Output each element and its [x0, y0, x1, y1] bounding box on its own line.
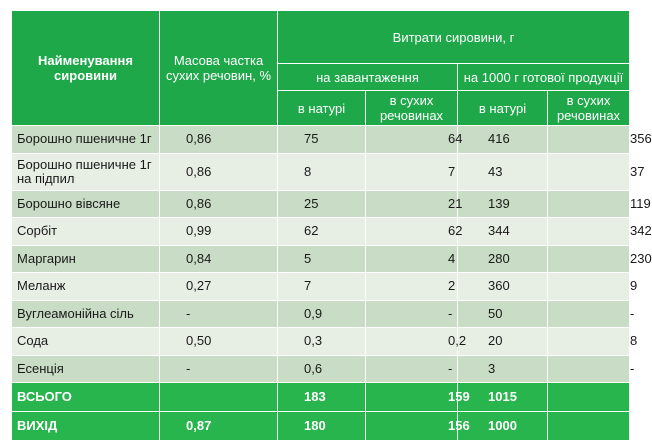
cell-dry-share: - — [160, 355, 278, 383]
cell-dry-share: 0,50 — [160, 328, 278, 356]
cell-dry-share: 0,27 — [160, 273, 278, 301]
header-loading: на завантаження — [278, 64, 458, 91]
cell-output-natural: 139 — [458, 190, 548, 218]
cell-load-natural: 25 — [278, 190, 366, 218]
cell-name: ВСЬОГО — [12, 383, 160, 412]
header-loading-dry: в сухих речовинах — [366, 91, 458, 126]
cell-output-natural: 50 — [458, 300, 548, 328]
cell-load-dry: 64 — [366, 126, 458, 154]
table-row — [12, 328, 630, 356]
cell-output-dry: 230 — [548, 245, 630, 273]
table-row — [12, 190, 630, 218]
total-row — [12, 383, 630, 412]
cell-load-natural: 180 — [278, 412, 366, 441]
cell-load-natural: 7 — [278, 273, 366, 301]
cell-load-dry: 156 — [366, 412, 458, 441]
cell-output-natural: 1000 — [458, 412, 548, 441]
cell-load-natural: 8 — [278, 153, 366, 190]
header-output-dry: в сухих речовинах — [548, 91, 630, 126]
cell-output-natural: 344 — [458, 218, 548, 246]
cell-load-natural: 0,9 — [278, 300, 366, 328]
raw-material-table — [11, 10, 652, 441]
cell-dry-share: 0,86 — [160, 190, 278, 218]
header-name: Найменування сировини — [12, 11, 160, 126]
cell-load-natural: 0,6 — [278, 355, 366, 383]
table-row — [12, 126, 630, 154]
cell-name: Сода — [12, 328, 160, 356]
cell-output-natural: 20 — [458, 328, 548, 356]
header-output-natural: в натурі — [458, 91, 548, 126]
cell-name: Борошно пшеничне 1г на підпил — [12, 153, 160, 190]
table-row — [12, 153, 630, 190]
cell-output-natural: 3 — [458, 355, 548, 383]
cell-output-dry: 356 — [548, 126, 630, 154]
cell-load-dry: - — [366, 355, 458, 383]
cell-load-natural: 183 — [278, 383, 366, 412]
cell-load-natural: 5 — [278, 245, 366, 273]
cell-output-dry: 37 — [548, 153, 630, 190]
cell-load-dry: 0,2 — [366, 328, 458, 356]
cell-output-natural: 280 — [458, 245, 548, 273]
cell-output-dry: - — [548, 355, 630, 383]
cell-load-dry: 62 — [366, 218, 458, 246]
cell-dry-share: 0,99 — [160, 218, 278, 246]
cell-load-dry: 159 — [366, 383, 458, 412]
table-row — [12, 355, 630, 383]
cell-name: Есенція — [12, 355, 160, 383]
table-row — [12, 218, 630, 246]
cell-output-natural: 360 — [458, 273, 548, 301]
cell-output-natural: 1015 — [458, 383, 548, 412]
cell-load-natural: 0,3 — [278, 328, 366, 356]
cell-name: Меланж — [12, 273, 160, 301]
cell-output-dry: - — [548, 300, 630, 328]
cell-load-dry: 4 — [366, 245, 458, 273]
cell-output-dry: 887 — [548, 383, 630, 412]
cell-dry-share: - — [160, 300, 278, 328]
output-row — [12, 412, 630, 441]
cell-load-natural: 62 — [278, 218, 366, 246]
cell-dry-share: 0,84 — [160, 245, 278, 273]
header-consumption: Витрати сировини, г — [278, 11, 630, 64]
header-dry-share: Масова частка сухих речовин, % — [160, 11, 278, 126]
cell-name: Борошно пшеничне 1г — [12, 126, 160, 154]
cell-load-dry: 21 — [366, 190, 458, 218]
cell-output-natural: 416 — [458, 126, 548, 154]
cell-name: Сорбіт — [12, 218, 160, 246]
cell-dry-share: 0,86 — [160, 126, 278, 154]
cell-output-dry: 9 — [548, 273, 630, 301]
cell-name: ВИХІД — [12, 412, 160, 441]
cell-output-natural: 43 — [458, 153, 548, 190]
cell-name: Вуглеамонійна сіль — [12, 300, 160, 328]
table-row — [12, 300, 630, 328]
cell-output-dry: 119 — [548, 190, 630, 218]
cell-output-dry: 8 — [548, 328, 630, 356]
cell-name: Маргарин — [12, 245, 160, 273]
cell-dry-share — [160, 383, 278, 412]
cell-name: Борошно вівсяне — [12, 190, 160, 218]
cell-dry-share: 0,87 — [160, 412, 278, 441]
header-per-1000: на 1000 г готової продукції — [458, 64, 630, 91]
table-row — [12, 273, 630, 301]
cell-output-dry: 342 — [548, 218, 630, 246]
cell-dry-share: 0,86 — [160, 153, 278, 190]
table-row — [12, 245, 630, 273]
header-loading-natural: в натурі — [278, 91, 366, 126]
cell-load-dry: 7 — [366, 153, 458, 190]
cell-load-dry: - — [366, 300, 458, 328]
cell-load-dry: 2 — [366, 273, 458, 301]
cell-output-dry: 865 — [548, 412, 630, 441]
cell-load-natural: 75 — [278, 126, 366, 154]
